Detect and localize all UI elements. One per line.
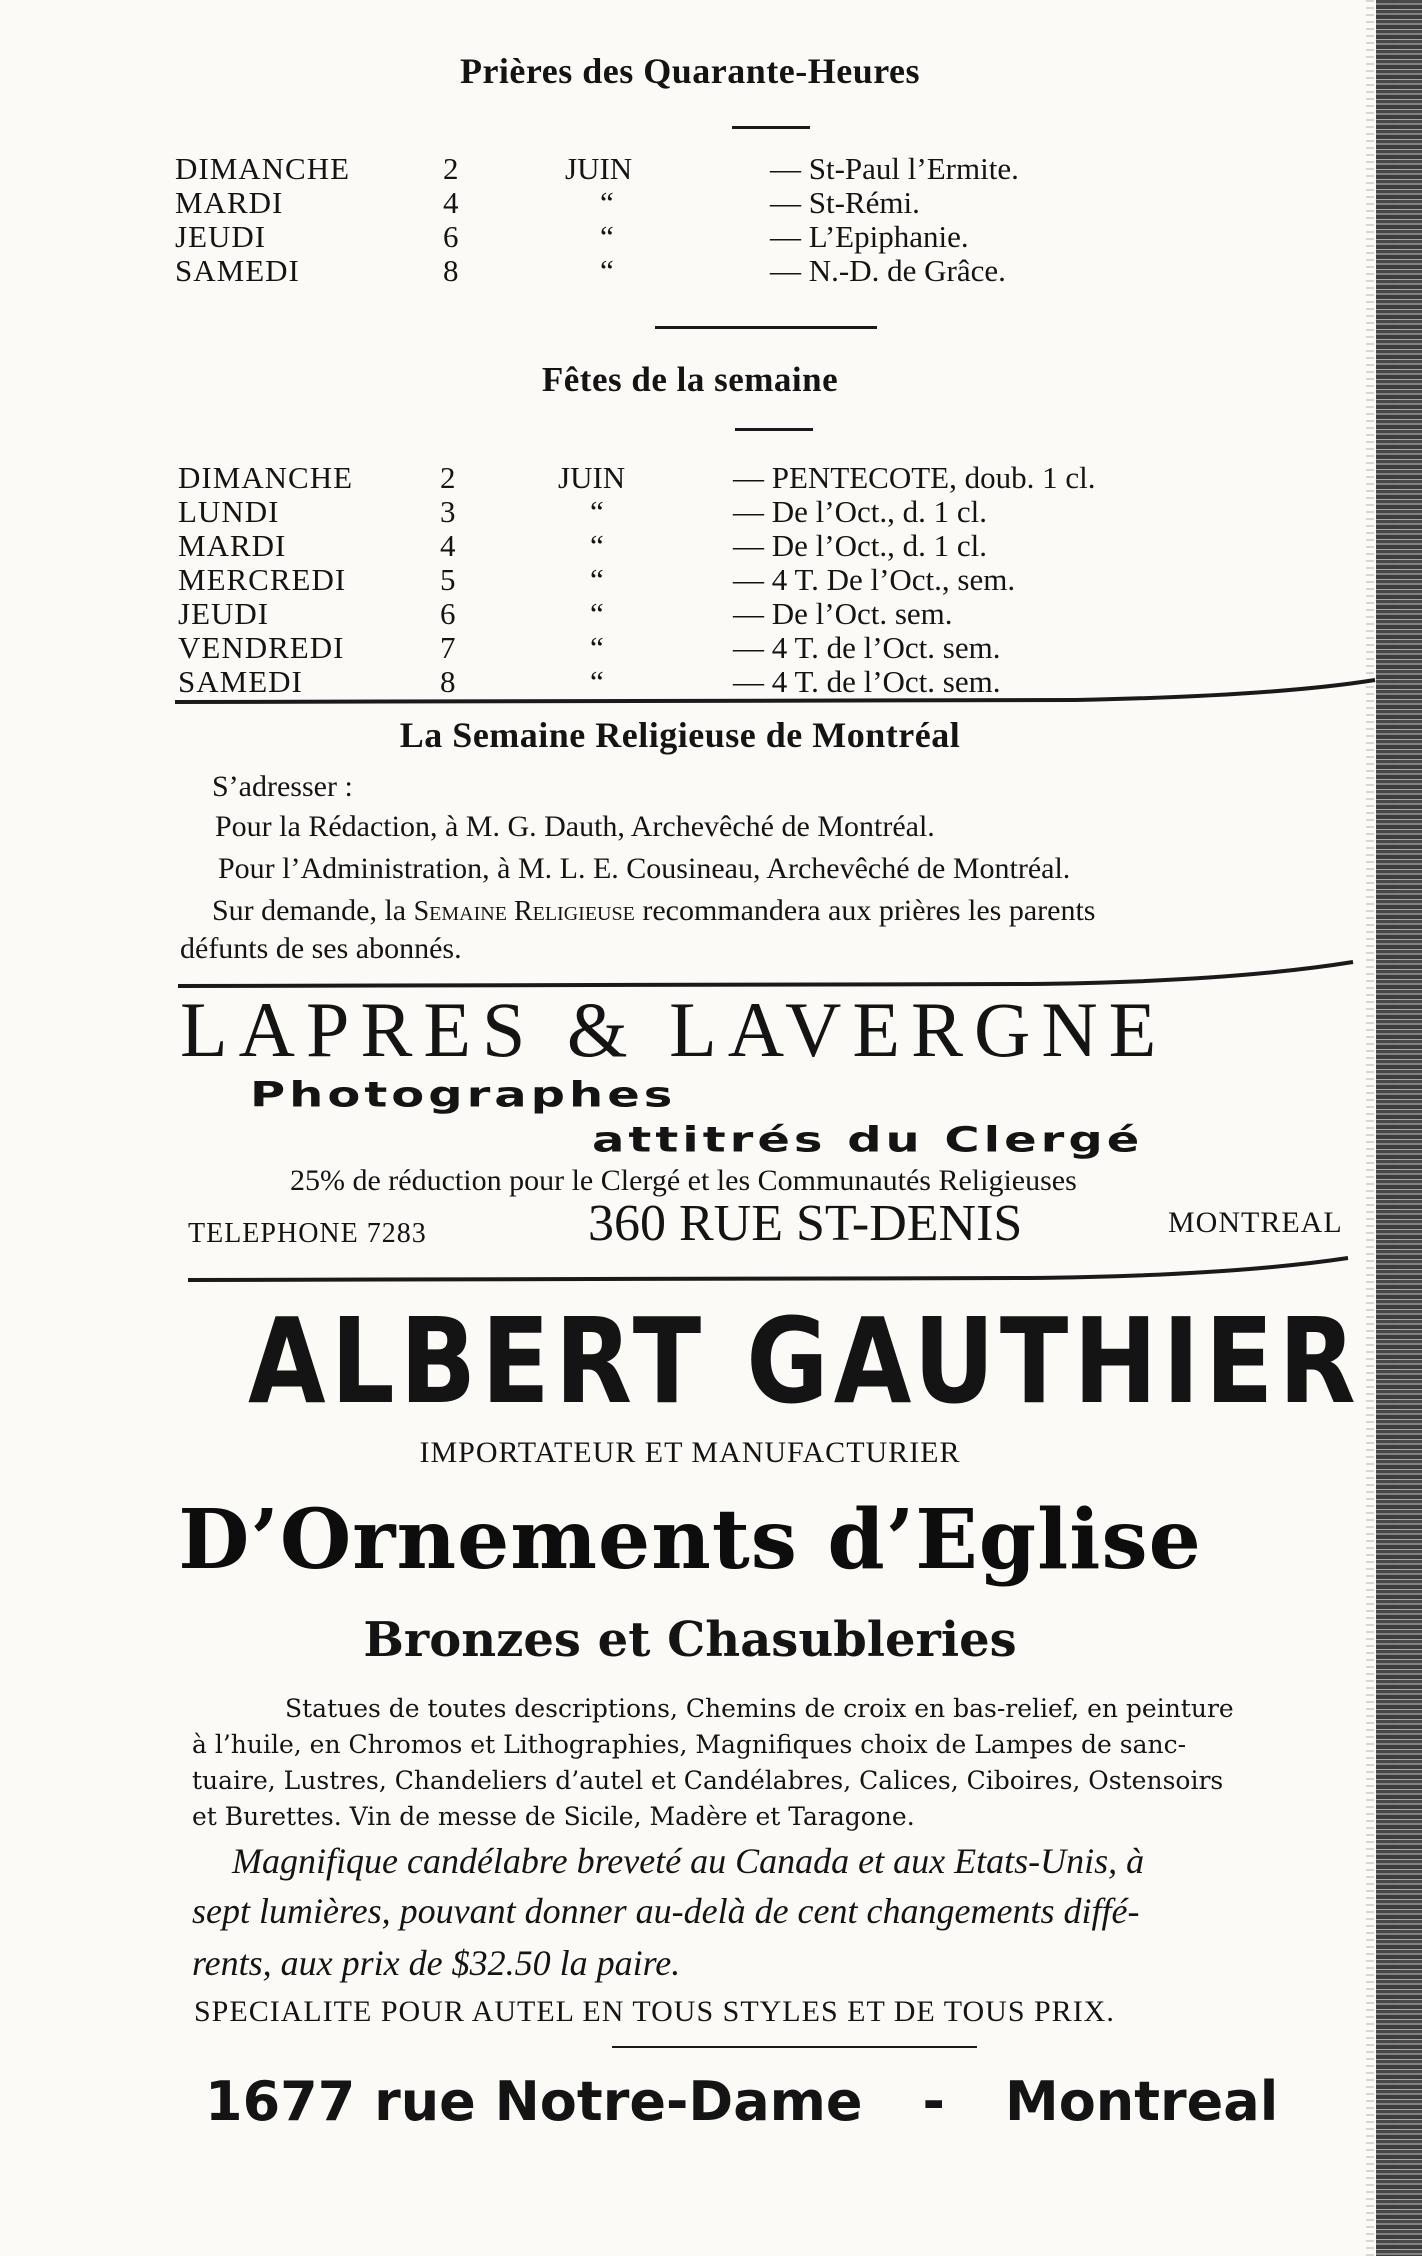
description-line: à l’huile, en Chromos et Lithographies, Magnifiques choix de Lampes de sanc- xyxy=(192,1730,1187,1759)
description-line: tuaire, Lustres, Chandeliers d’autel et Candélabres, Calices, Ciboires, Ostensoirs xyxy=(192,1766,1224,1795)
month-cell: “ xyxy=(600,219,614,254)
importateur-subtitle: IMPORTATEUR ET MANUFACTURIER xyxy=(419,1436,961,1469)
photographes-heading: Photographes xyxy=(250,1075,677,1116)
month-cell: “ xyxy=(590,528,604,563)
day-cell: SAMEDI xyxy=(178,664,303,699)
reduction-line: 25% de réduction pour le Clergé et les Communautés Religieuses xyxy=(290,1164,1077,1197)
date-cell: 2 xyxy=(443,151,459,186)
date-cell: 2 xyxy=(440,460,456,495)
date-cell: 8 xyxy=(440,664,456,699)
semaine-line xyxy=(212,894,1095,928)
fetes-title: Fêtes de la semaine xyxy=(541,360,839,399)
church-cell: — St-Rémi. xyxy=(770,185,920,220)
day-cell: LUNDI xyxy=(178,494,280,529)
month-cell: “ xyxy=(600,253,614,288)
description-line: Statues de toutes descriptions, Chemins de croix en bas-relief, en peinture xyxy=(285,1694,1234,1723)
date-cell: 3 xyxy=(440,494,456,529)
albert-gauthier-name: ALBERT GAUTHIER xyxy=(248,1292,1361,1430)
month-cell: “ xyxy=(600,185,614,220)
date-cell: 8 xyxy=(443,253,459,288)
lapres-lavergne-name: LAPRES & LAVERGNE xyxy=(180,986,1168,1073)
ornements-heading: D’Ornements d’Eglise xyxy=(178,1492,1202,1588)
semaine-smallcaps: Semaine Religieuse xyxy=(413,896,635,927)
date-cell: 6 xyxy=(440,596,456,631)
lapres-address: 360 RUE ST-DENIS xyxy=(588,1195,1023,1252)
title-underline xyxy=(732,126,810,129)
date-cell: 6 xyxy=(443,219,459,254)
feast-cell: — 4 T. de l’Oct. sem. xyxy=(733,630,1001,665)
feast-cell: — 4 T. De l’Oct., sem. xyxy=(733,562,1016,597)
semaine-line: S’adresser : xyxy=(212,770,353,803)
candelabre-line: sept lumières, pouvant donner au-delà de cent changements diffé- xyxy=(192,1891,1140,1931)
month-cell: “ xyxy=(590,596,604,631)
day-cell: DIMANCHE xyxy=(178,460,354,495)
telephone-number: TELEPHONE 7283 xyxy=(188,1218,427,1249)
feast-cell: — De l’Oct., d. 1 cl. xyxy=(733,494,987,529)
clerge-heading: attitrés du Clergé xyxy=(592,1120,1144,1161)
day-cell: JEUDI xyxy=(178,596,270,631)
prieres-title: Prières des Quarante-Heures xyxy=(459,51,921,91)
church-cell: — L’Epiphanie. xyxy=(770,219,969,254)
date-cell: 4 xyxy=(440,528,456,563)
page-binding-edge xyxy=(1376,0,1422,2256)
specialite-line: SPECIALITE POUR AUTEL EN TOUS STYLES ET DE TOUS PRIX. xyxy=(194,1995,1115,2028)
date-cell: 7 xyxy=(440,630,456,665)
swash-divider xyxy=(175,670,1385,710)
title-underline xyxy=(735,428,813,431)
footer-separator: - xyxy=(922,2070,945,2133)
semaine-title: La Semaine Religieuse de Montréal xyxy=(399,715,961,755)
feast-cell: — PENTECOTE, doub. 1 cl. xyxy=(733,460,1096,495)
semaine-line: Pour l’Administration, à M. L. E. Cousineau, Archevêché de Montréal. xyxy=(218,852,1071,885)
bronzes-heading: Bronzes et Chasubleries xyxy=(363,1612,1017,1668)
day-cell: MARDI xyxy=(178,528,287,563)
footer-rule xyxy=(612,2046,977,2048)
semaine-text: Sur demande, la xyxy=(212,894,407,927)
month-cell: JUIN xyxy=(558,460,626,495)
semaine-line: Pour la Rédaction, à M. G. Dauth, Archevêché de Montréal. xyxy=(215,810,935,843)
feast-cell: — 4 T. de l’Oct. sem. xyxy=(733,664,1001,699)
church-cell: — St-Paul l’Ermite. xyxy=(770,151,1019,186)
date-cell: 5 xyxy=(440,562,456,597)
church-cell: — N.-D. de Grâce. xyxy=(770,253,1006,288)
feast-cell: — De l’Oct. sem. xyxy=(733,596,953,631)
month-cell: JUIN xyxy=(565,151,633,186)
candelabre-line: rents, aux prix de $32.50 la paire. xyxy=(192,1943,681,1983)
section-divider xyxy=(655,326,877,329)
semaine-line: défunts de ses abonnés. xyxy=(180,932,462,965)
month-cell: “ xyxy=(590,630,604,665)
feast-cell: — De l’Oct., d. 1 cl. xyxy=(733,528,987,563)
footer-city: Montreal xyxy=(1004,2070,1279,2133)
swash-divider xyxy=(188,1250,1388,1290)
day-cell: DIMANCHE xyxy=(175,151,351,186)
semaine-text: recommandera aux prières les parents xyxy=(642,894,1096,927)
footer-street: 1677 rue Notre-Dame xyxy=(205,2070,863,2133)
day-cell: JEUDI xyxy=(175,219,267,254)
gauthier-address xyxy=(205,2070,1278,2133)
description-line: et Burettes. Vin de messe de Sicile, Madère et Taragone. xyxy=(192,1802,915,1831)
day-cell: SAMEDI xyxy=(175,253,300,288)
month-cell: “ xyxy=(590,562,604,597)
month-cell: “ xyxy=(590,664,604,699)
candelabre-line: Magnifique candélabre breveté au Canada et aux Etats-Unis, à xyxy=(232,1841,1145,1881)
date-cell: 4 xyxy=(443,185,459,220)
day-cell: MARDI xyxy=(175,185,284,220)
day-cell: VENDREDI xyxy=(178,630,345,665)
month-cell: “ xyxy=(590,494,604,529)
lapres-city: MONTREAL xyxy=(1168,1206,1343,1239)
day-cell: MERCREDI xyxy=(178,562,347,597)
